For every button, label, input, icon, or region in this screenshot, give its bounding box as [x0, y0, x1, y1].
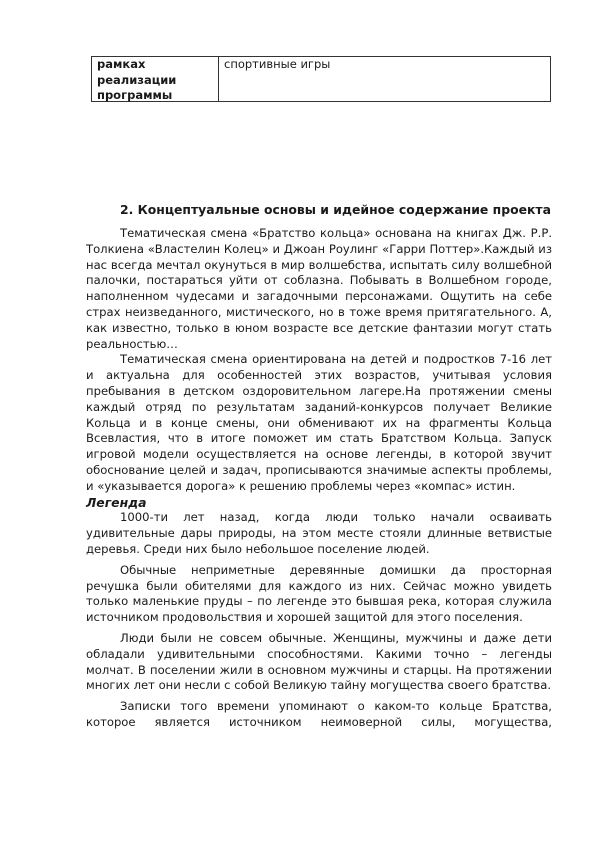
- paragraph-legend-4: Записки того времени упоминают о каком-то кольце Братства, которое является источником неимоверной силы, могущества,: [86, 699, 552, 729]
- paragraph-intro-2: Тематическая смена ориентирована на детей и подростков 7-16 лет и актуальна для особенностей этих возрастов, учитывая условия пребывания в детском оздоровительном лагере.На протяжении смены каждый отряд по результатам заданий-конкурсов получает Великие Кольца и в конце смены, они обменивают их на фрагменты Кольца Всевластия, что в итоге поможет им стать Братством Кольца. Запуск игровой модели осуществляется на основе легенды, в которой звучит обоснование целей и задач, прописываются значимые аспекты проблемы, и «указывается дорога» к решению проблемы через «компас» истин.: [86, 352, 552, 493]
- body-text: [86, 226, 552, 731]
- table-label-cell: рамках реализации программы: [92, 57, 219, 101]
- paragraph-legend-3: Люди были не совсем обычные. Женщины, мужчины и даже дети обладали удивительными способностями. Какими точно – легенды молчат. В поселении жили в основном мужчины и старцы. На протяжении многих лет они несли с собой Великую тайну могущества своего братства.: [86, 630, 552, 693]
- legend-heading: Легенда: [86, 494, 147, 510]
- paragraph-legend-1: 1000-ти лет назад, когда люди только начали осваивать удивительные дары природы, на этом месте стояли длинные ветвистые деревья. Среди них было небольшое поселение людей.: [86, 510, 552, 556]
- program-table: [91, 56, 551, 102]
- paragraph-legend-2: Обычные неприметные деревянные домишки да просторная речушка были обителями для каждого из них. Сейчас можно увидеть только маленькие пруды – по легенде это бывшая река, которая служила источником продовольствия и хорошей защитой для этого поселения.: [86, 562, 552, 625]
- paragraph-intro-1: Тематическая смена «Братство кольца» основана на книгах Дж. Р.Р. Толкиена «Властелин Колец» и Джоан Роулинг «Гарри Поттер».Каждый из нас всегда мечтал окунуться в мир волшебства, испытать силу волшебной палочки, постараться уйти от соблазна. Побывать в Волшебном городе, наполненном чудесами и загадочными персонажами. Ощутить на себе страх неизведанного, мистического, но в тоже время притягательного. А, как известно, только в юном возрасте все детские фантазии могут стать реальностью…: [86, 226, 552, 351]
- section-title: 2. Концептуальные основы и идейное содержание проекта: [120, 202, 551, 217]
- table-value-cell: спортивные игры: [224, 57, 331, 71]
